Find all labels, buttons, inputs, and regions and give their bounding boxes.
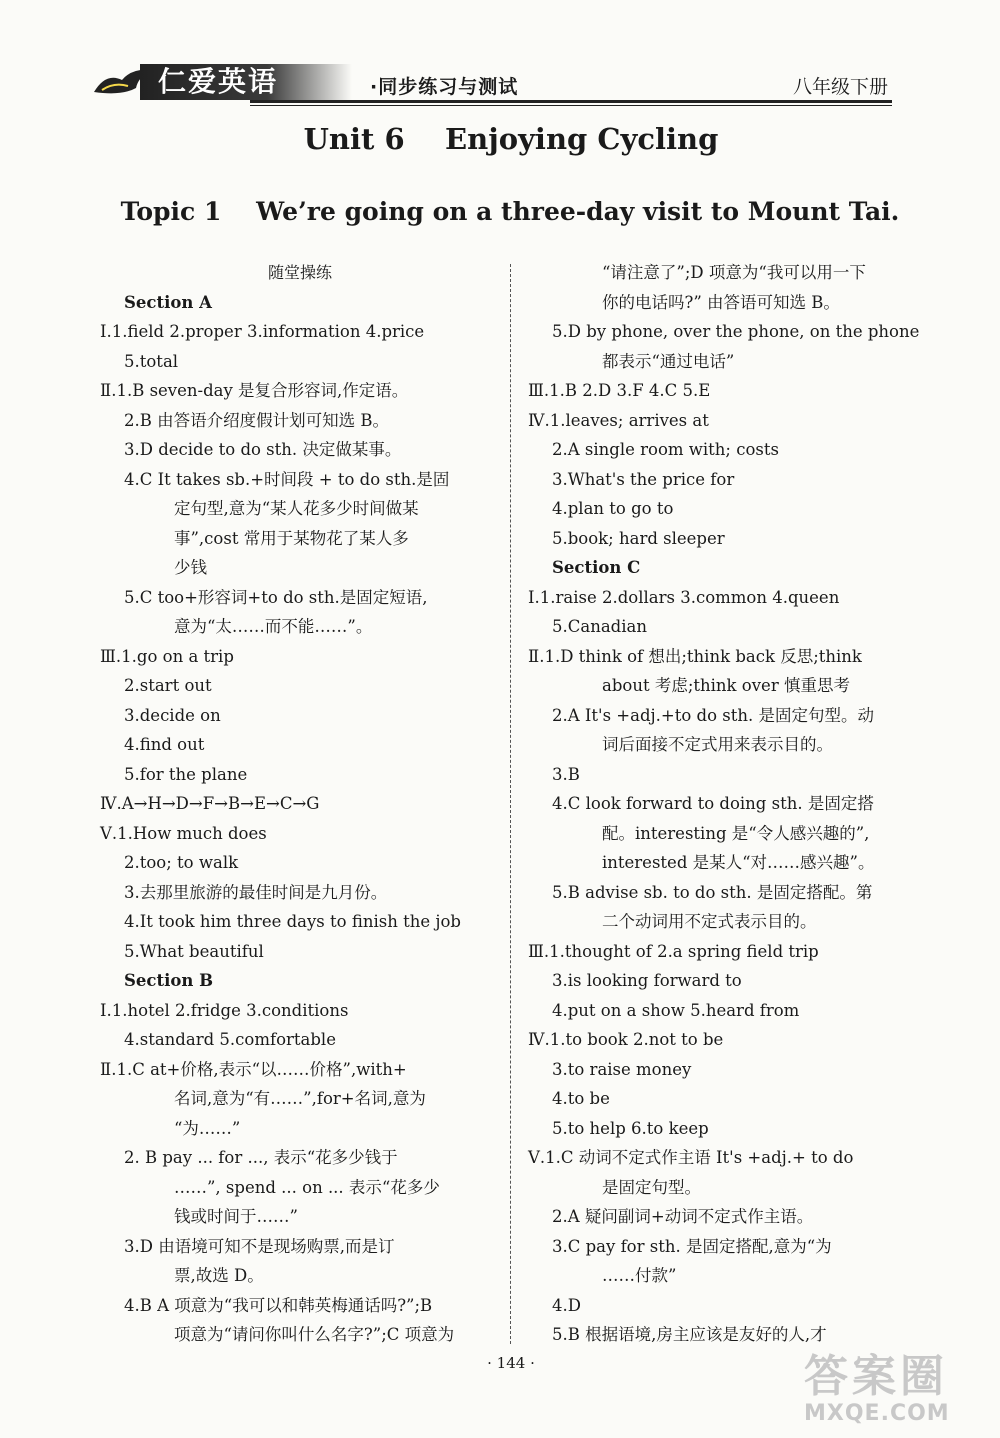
answer-line: 2. B pay ... for ..., 表示“花多少钱于 bbox=[124, 1148, 398, 1167]
answer-line: ……付款” bbox=[602, 1266, 677, 1285]
answer-line: Ⅲ.1.thought of 2.a spring field trip bbox=[528, 941, 819, 961]
answer-line: 2.start out bbox=[124, 676, 212, 695]
answer-line: Ⅳ.A→H→D→F→B→E→C→G bbox=[100, 794, 320, 813]
answer-line: 项意为“请问你叫什么名字?”;C 项意为 bbox=[174, 1325, 455, 1344]
answer-line: 4.C look forward to doing sth. 是固定搭 bbox=[552, 794, 874, 813]
answer-line: 事”,cost 常用于某物花了某人多 bbox=[174, 528, 409, 548]
practice-heading: 随堂操练 bbox=[267, 263, 332, 282]
answer-line: 2.A It's +adj.+to do sth. 是固定句型。动 bbox=[552, 705, 874, 725]
answer-line: 3.decide on bbox=[124, 705, 221, 725]
answer-line: 意为“太……而不能……”。 bbox=[174, 617, 373, 636]
answer-line: 5.D by phone, over the phone, on the phone bbox=[552, 322, 920, 341]
answer-line: Ⅲ.1.B 2.D 3.F 4.C 5.E bbox=[528, 381, 711, 400]
answer-line: 3.B bbox=[552, 764, 580, 784]
answer-line: “为……” bbox=[174, 1118, 241, 1138]
answer-line: about 考虑;think over 慎重思考 bbox=[602, 676, 850, 695]
answer-line: 名词,意为“有……”,for+名词,意为 bbox=[174, 1089, 426, 1108]
answer-line: Ⅴ.1.How much does bbox=[100, 823, 267, 843]
answer-line: 5.C too+形容词+to do sth.是固定短语, bbox=[124, 587, 428, 607]
watermark-url: MXQE.COM bbox=[804, 1401, 950, 1426]
answer-line: 4.put on a show 5.heard from bbox=[552, 1000, 800, 1020]
answer-line: Ⅳ.1.leaves; arrives at bbox=[528, 410, 709, 430]
left-column bbox=[100, 258, 500, 1350]
page-number: · 144 · bbox=[487, 1354, 535, 1372]
unit-title: Unit 6 Enjoying Cycling bbox=[303, 122, 719, 156]
answer-line: 4.find out bbox=[124, 735, 205, 754]
answer-line: 二个动词用不定式表示目的。 bbox=[602, 912, 817, 931]
answer-line: Ⅱ.1.C at+价格,表示“以……价格”,with+ bbox=[100, 1059, 407, 1079]
answer-line: 5.Canadian bbox=[552, 617, 647, 636]
answer-line: 定句型,意为“某人花多少时间做某 bbox=[174, 499, 419, 518]
answer-line: 4.standard 5.comfortable bbox=[124, 1030, 336, 1049]
answer-line: 4.It took him three days to finish the job bbox=[124, 912, 461, 931]
column-divider bbox=[510, 264, 511, 1344]
series-title: ·同步练习与测试 bbox=[370, 76, 519, 98]
header-rule-thin bbox=[250, 105, 892, 106]
answer-line: Ⅲ.1.go on a trip bbox=[100, 646, 234, 666]
answer-line: 3.is looking forward to bbox=[552, 971, 742, 990]
answer-line: 是固定句型。 bbox=[602, 1177, 701, 1197]
watermark bbox=[804, 1352, 972, 1430]
answer-line: 5.book; hard sleeper bbox=[552, 528, 725, 548]
answer-line: 你的电话吗?” 由答语可知选 B。 bbox=[602, 292, 840, 312]
watermark-logo-text: 答案圈 bbox=[804, 1351, 948, 1402]
topic-title: Topic 1 We’re going on a three-day visit to Mount Tai. bbox=[120, 197, 900, 226]
answer-line: 2.B 由答语介绍度假计划可知选 B。 bbox=[124, 410, 389, 430]
answer-line: 5.B advise sb. to do sth. 是固定搭配。第 bbox=[552, 882, 873, 902]
answer-line: 4.D bbox=[552, 1295, 581, 1315]
answer-line: 少钱 bbox=[174, 558, 207, 577]
answer-line: 3.What's the price for bbox=[552, 469, 735, 489]
header-rule bbox=[250, 100, 892, 103]
answer-line: 3.D decide to do sth. 决定做某事。 bbox=[124, 440, 402, 459]
answer-line: 3.to raise money bbox=[552, 1059, 692, 1079]
answer-line: 4.plan to go to bbox=[552, 499, 674, 518]
answer-line: 票,故选 D。 bbox=[174, 1266, 264, 1285]
section-heading: Section A bbox=[124, 292, 212, 312]
answer-line: 5.for the plane bbox=[124, 764, 248, 784]
answer-line: 3.去那里旅游的最佳时间是九月份。 bbox=[124, 882, 388, 902]
brand-title: 仁爱英语 bbox=[140, 64, 352, 100]
answer-line: 2.too; to walk bbox=[124, 853, 239, 872]
answer-line: 都表示“通过电话” bbox=[602, 351, 735, 371]
answer-line: 5.to help 6.to keep bbox=[552, 1118, 709, 1138]
answer-line: Ⅱ.1.B seven-day 是复合形容词,作定语。 bbox=[100, 381, 409, 400]
answer-line: 5.total bbox=[124, 351, 179, 371]
answer-line: 配。interesting 是“令人感兴趣的”, bbox=[602, 823, 870, 843]
answer-line: Ⅱ.1.D think of 想出;think back 反思;think bbox=[528, 646, 862, 666]
answer-line: Ⅰ.1.field 2.proper 3.information 4.price bbox=[100, 322, 425, 341]
answer-line: Ⅳ.1.to book 2.not to be bbox=[528, 1030, 724, 1049]
answer-line: 4.C It takes sb.+时间段 + to do sth.是固 bbox=[124, 469, 450, 489]
answer-line: 词后面接不定式用来表示目的。 bbox=[602, 735, 833, 754]
right-column bbox=[528, 258, 928, 1350]
section-heading: Section B bbox=[124, 971, 214, 990]
section-heading: Section C bbox=[552, 558, 641, 577]
answer-line: 5.B 根据语境,房主应该是友好的人,才 bbox=[552, 1325, 827, 1344]
answer-line: Ⅰ.1.raise 2.dollars 3.common 4.queen bbox=[528, 587, 840, 607]
answer-line: Ⅰ.1.hotel 2.fridge 3.conditions bbox=[100, 1000, 349, 1020]
answer-line: ……”, spend ... on ... 表示“花多少 bbox=[174, 1177, 440, 1197]
answer-line: “请注意了”;D 项意为“我可以用一下 bbox=[602, 263, 866, 282]
answer-line: 2.A single room with; costs bbox=[552, 440, 779, 459]
answer-line: 3.D 由语境可知不是现场购票,而是订 bbox=[124, 1236, 395, 1256]
answer-line: 4.to be bbox=[552, 1089, 610, 1108]
grade-label: 八年级下册 bbox=[792, 76, 888, 98]
answer-line: 2.A 疑问副词+动词不定式作主语。 bbox=[552, 1207, 814, 1226]
answer-line: 3.C pay for sth. 是固定搭配,意为“为 bbox=[552, 1236, 832, 1256]
answer-line: interested 是某人“对……感兴趣”。 bbox=[602, 853, 875, 872]
answer-line: 4.B A 项意为“我可以和韩英梅通话吗?”;B bbox=[124, 1295, 433, 1315]
answer-line: 5.What beautiful bbox=[124, 941, 264, 961]
page-header bbox=[0, 58, 1000, 110]
answer-line: Ⅴ.1.C 动词不定式作主语 It's +adj.+ to do bbox=[528, 1148, 854, 1167]
answer-line: 钱或时间于……” bbox=[174, 1207, 298, 1226]
